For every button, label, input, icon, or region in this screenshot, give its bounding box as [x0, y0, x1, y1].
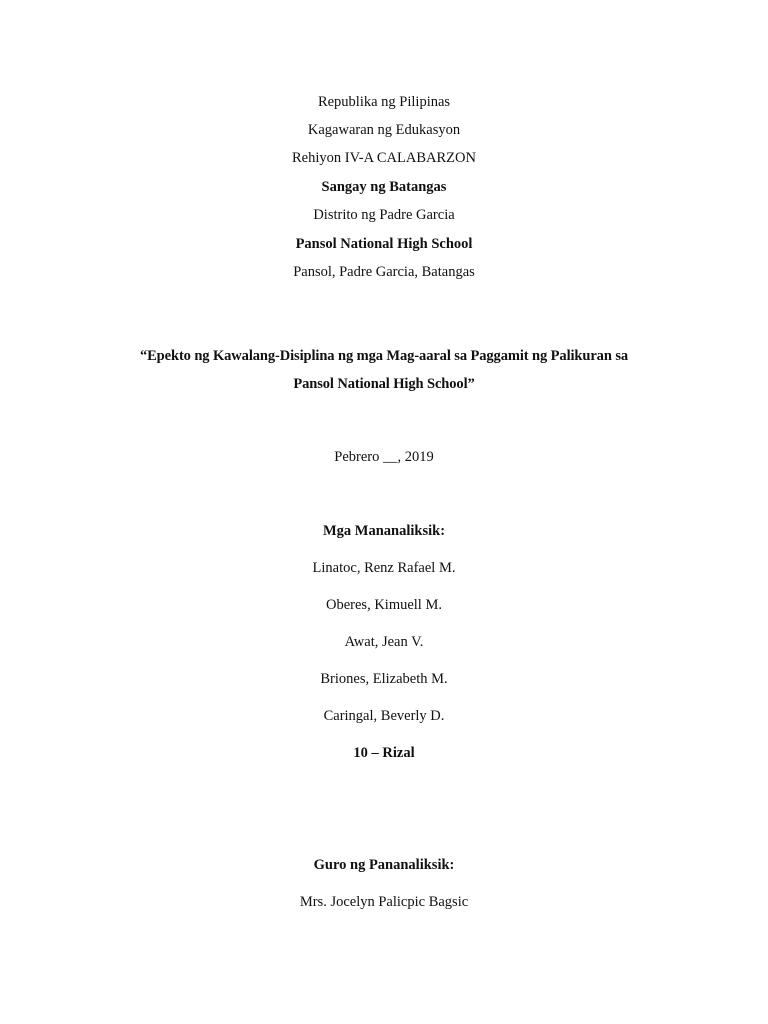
section-line: 10 – Rizal — [353, 745, 415, 761]
department-line: Kagawaran ng Edukasyon — [307, 122, 461, 138]
school-address-line: Pansol, Padre Garcia, Batangas — [293, 264, 475, 280]
school-name-line: Pansol National High School — [295, 236, 473, 252]
research-title-line-2: Pansol National High School” — [293, 376, 475, 392]
region-line: Rehiyon IV-A CALABARZON — [292, 150, 476, 166]
division-line: Sangay ng Batangas — [321, 179, 447, 195]
republic-line: Republika ng Pilipinas — [317, 94, 451, 110]
researcher-name: Oberes, Kimuell M. — [326, 597, 442, 613]
adviser-name: Mrs. Jocelyn Palicpic Bagsic — [299, 894, 469, 910]
researcher-name: Briones, Elizabeth M. — [320, 671, 448, 687]
district-line: Distrito ng Padre Garcia — [313, 207, 455, 223]
date-line: Pebrero __, 2019 — [334, 449, 434, 465]
researcher-name: Awat, Jean V. — [344, 634, 424, 650]
researchers-heading: Mga Mananaliksik: — [322, 523, 446, 539]
research-title-line-1: “Epekto ng Kawalang-Disiplina ng mga Mag-aaral sa Paggamit ng Palikuran sa — [139, 348, 629, 364]
researcher-name: Caringal, Beverly D. — [323, 708, 445, 724]
adviser-heading: Guro ng Pananaliksik: — [313, 857, 455, 873]
researcher-name: Linatoc, Renz Rafael M. — [312, 560, 456, 576]
